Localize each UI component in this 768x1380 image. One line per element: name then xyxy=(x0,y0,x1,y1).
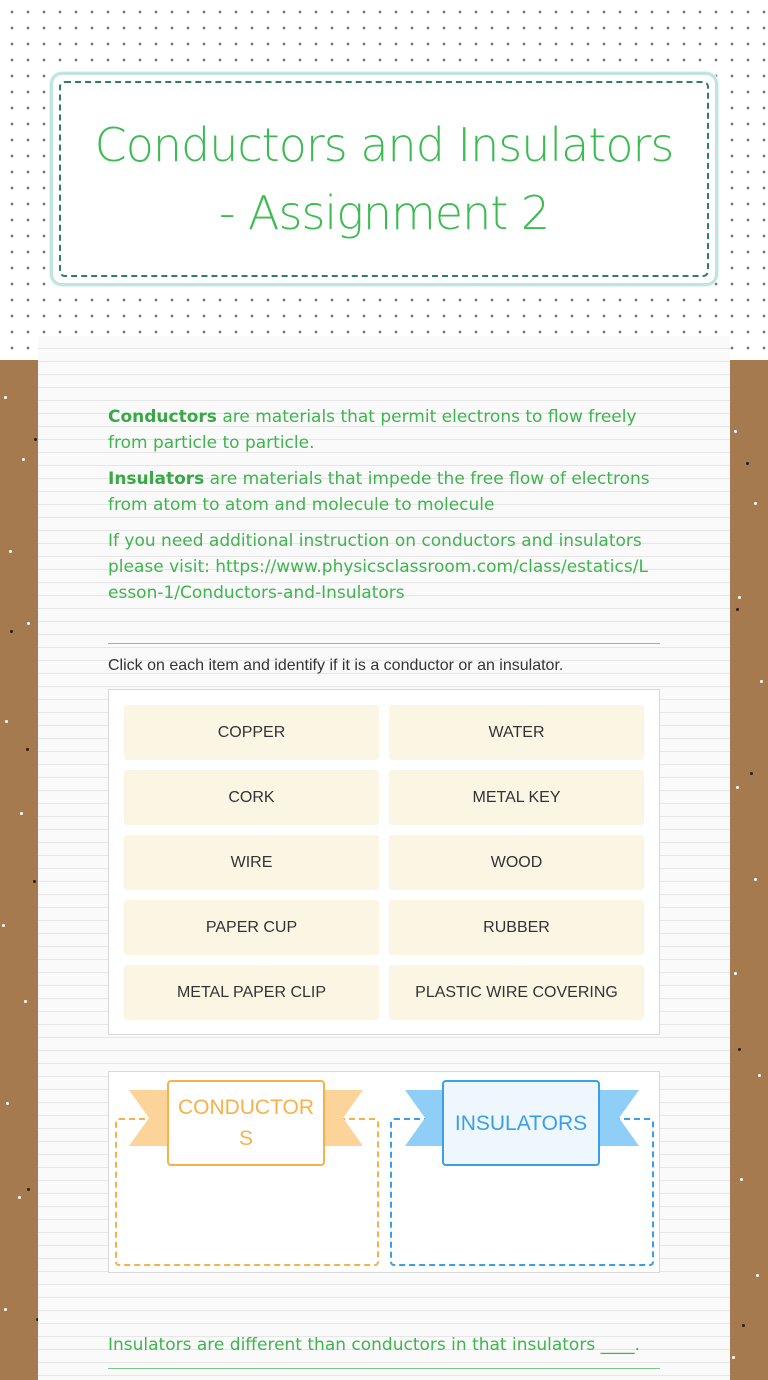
physicsclassroom-link[interactable]: https://www.physicsclassroom.com/class/estatics/Lesson-1/Conductors-and-Insulators xyxy=(108,557,648,603)
divider xyxy=(108,643,660,644)
intro-text xyxy=(108,404,658,616)
insulators-ribbon-tail-left xyxy=(405,1090,445,1146)
cork-border-right xyxy=(730,360,768,1380)
insulators-definition-text: are materials that impede the free flow of electrons from atom to atom and molecule to molecule xyxy=(108,469,650,515)
sorting-area xyxy=(108,1071,660,1273)
insulators-definition xyxy=(108,466,658,518)
item-cork[interactable]: CORK xyxy=(124,770,379,825)
additional-instruction xyxy=(108,528,658,606)
insulators-ribbon-tail-right xyxy=(599,1090,639,1146)
item-metal-paper-clip[interactable]: METAL PAPER CLIP xyxy=(124,965,379,1020)
item-wire[interactable]: WIRE xyxy=(124,835,379,890)
cork-border-left xyxy=(0,360,38,1380)
insulators-keyword: Insulators xyxy=(108,469,205,489)
title-frame xyxy=(59,81,709,277)
title-card xyxy=(50,72,718,286)
answer-line[interactable] xyxy=(108,1368,660,1369)
item-plastic-wire-covering[interactable]: PLASTIC WIRE COVERING xyxy=(389,965,644,1020)
insulators-label: INSULATORS xyxy=(442,1080,600,1166)
item-metal-key[interactable]: METAL KEY xyxy=(389,770,644,825)
conductors-ribbon-tail-left xyxy=(129,1090,169,1146)
conductors-definition-text: are materials that permit electrons to flow freely from particle to particle. xyxy=(108,407,637,453)
item-copper[interactable]: COPPER xyxy=(124,705,379,760)
item-rubber[interactable]: RUBBER xyxy=(389,900,644,955)
additional-instruction-text: If you need additional instruction on conductors and insulators please visit: xyxy=(108,531,642,577)
instructions: Click on each item and identify if it is a conductor or an insulator. xyxy=(108,657,564,674)
conductors-ribbon-tail-right xyxy=(323,1090,363,1146)
conductors-label: CONDUCTORS xyxy=(167,1080,325,1166)
item-wood[interactable]: WOOD xyxy=(389,835,644,890)
conductors-keyword: Conductors xyxy=(108,407,217,427)
items-grid xyxy=(108,689,660,1035)
question-text: Insulators are different than conductors in that insulators ____. xyxy=(108,1335,640,1355)
conductors-definition xyxy=(108,404,658,456)
item-water[interactable]: WATER xyxy=(389,705,644,760)
item-paper-cup[interactable]: PAPER CUP xyxy=(124,900,379,955)
page-title: Conductors and Insulators - Assignment 2 xyxy=(94,118,674,240)
